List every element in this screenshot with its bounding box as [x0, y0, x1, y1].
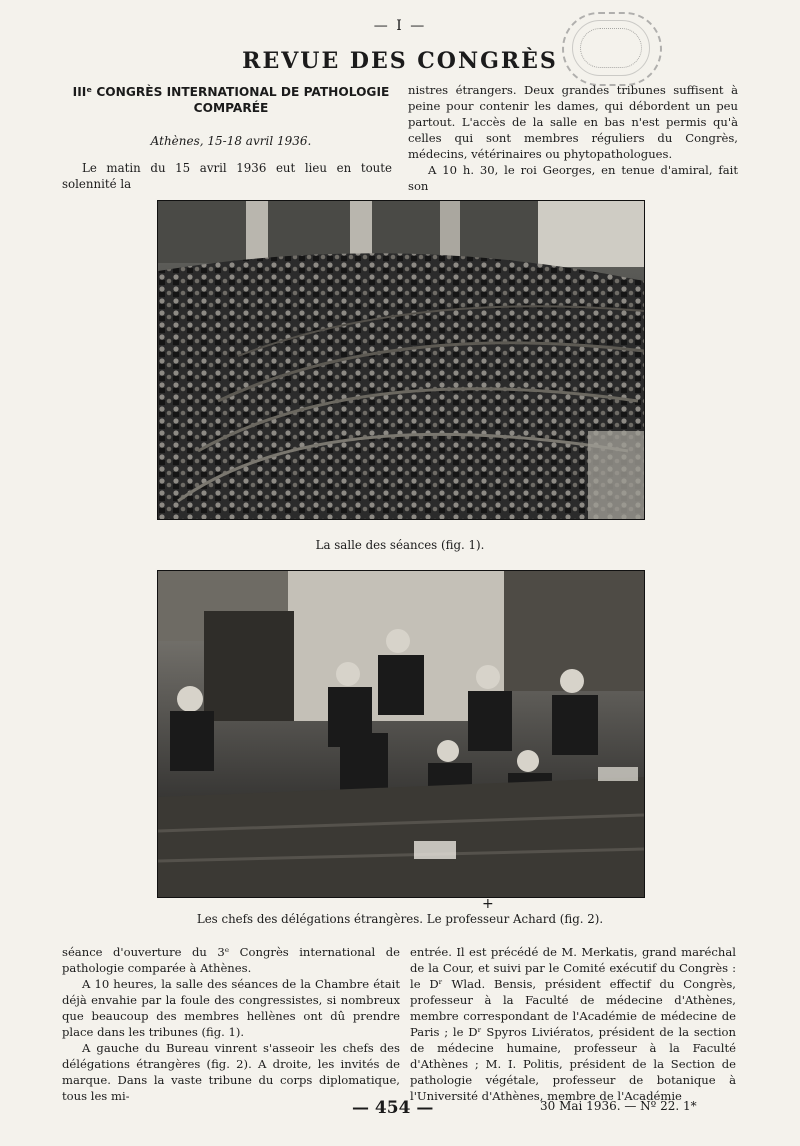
library-stamp-ring: [572, 20, 650, 76]
journal-section-title: REVUE DES CONGRÈS: [242, 48, 558, 74]
paragraph: séance d'ouverture du 3ᵉ Congrès international de pathologie comparée à Athènes.: [62, 945, 400, 975]
paragraph: entrée. Il est précédé de M. Merkatis, grand maréchal de la Cour, et suivi par le Comité exécutif du Congrès : le Dʳ Wlad. Bensis, président effectif du Congrès, professeur à la Faculté de médecine d'Athènes, membre correspondant de l'Académie de médecine de Paris ; le Dʳ Spyros Liviératos, président de la section de médecine humaine, professeur à la Faculté d'Athènes ; M. I. Politis, président de la Section de pathologie végétale, professeur de botanique à l'Université d'Athènes, membre de l'Académie: [410, 945, 736, 1103]
paragraph: A gauche du Bureau vinrent s'asseoir les chefs des délégations étrangères (fig. 2). A droite, les invités de marque. Dans la vaste tribune du corps diplomatique, tous les mi-: [62, 1041, 400, 1103]
article-heading-line1: IIIᵉ CONGRÈS INTERNATIONAL DE PATHOLOGIE: [72, 85, 390, 99]
paragraph: A 10 h. 30, le roi Georges, en tenue d'amiral, fait son: [408, 163, 738, 193]
figure-2-photo: [157, 570, 645, 898]
page-number: — 454 —: [352, 1098, 434, 1118]
crosshair-mark: +: [482, 896, 494, 912]
right-column-bottom: [410, 944, 736, 1104]
figure-2-caption: Les chefs des délégations étrangères. Le professeur Achard (fig. 2).: [196, 912, 604, 926]
article-heading-line2: COMPARÉE: [193, 101, 269, 115]
paragraph: nistres étrangers. Deux grandes tribunes suffisent à peine pour contenir les dames, qui débordent un peu partout. L'accès de la salle en bas n'est permis qu'à celles qui sont membres réguliers du Congrès, médecins, vétérinaires ou phytopathologues.: [408, 83, 738, 161]
article-heading: [62, 84, 400, 116]
figure-1-caption: La salle des séances (fig. 1).: [315, 538, 485, 552]
article-dateline: Athènes, 15-18 avril 1936.: [150, 134, 312, 148]
paragraph: A 10 heures, la salle des séances de la Chambre était déjà envahie par la foule des congressistes, si nombreux que beaucoup des membres hellènes ont dû prendre place dans les tribunes (fig. 1).: [62, 977, 400, 1039]
right-column-top: [408, 82, 738, 194]
page-roman-numeral: — I —: [373, 18, 427, 34]
figure-1-photo: [157, 200, 645, 520]
issue-date: 30 Mai 1936. — Nº 22. 1*: [540, 1099, 697, 1113]
article-lead: Le matin du 15 avril 1936 eut lieu en toute solennité la: [62, 161, 392, 191]
left-column-bottom: [62, 944, 400, 1104]
